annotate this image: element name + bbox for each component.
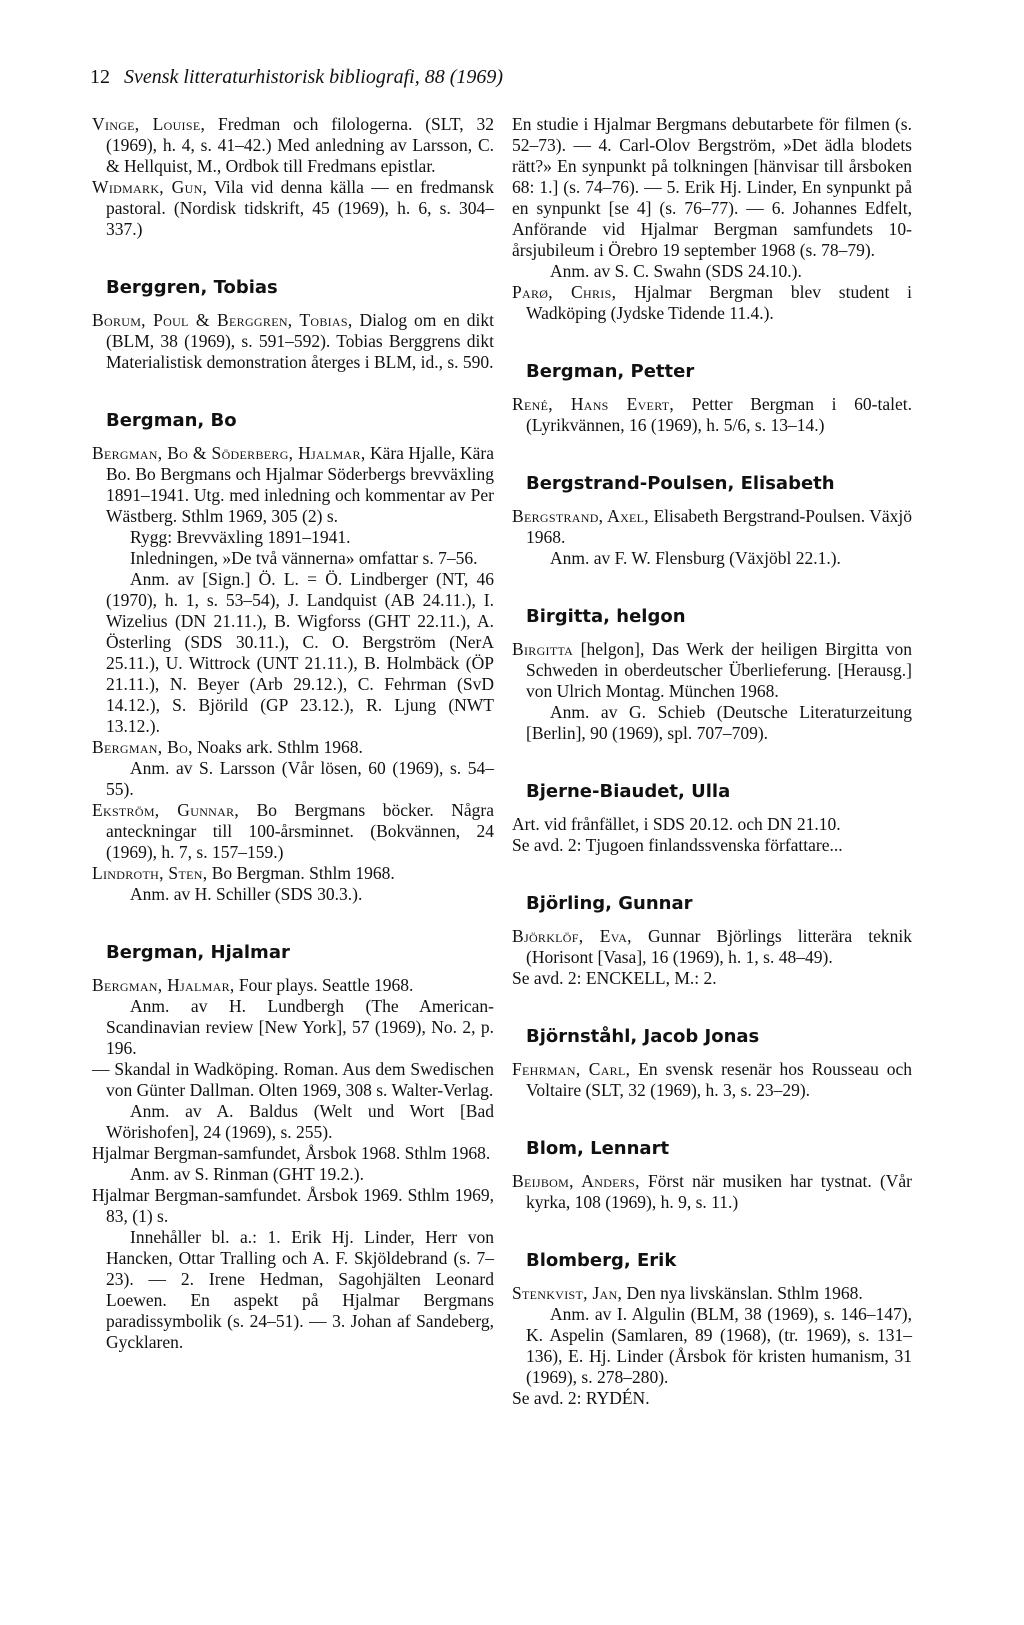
- entry-text: Hjalmar Bergman-samfundet, Årsbok 1968. Sthlm 1968.: [92, 1143, 491, 1163]
- entry-text: [helgon], Das Werk der heiligen Birgitta von Schweden in oberdeutscher Überlieferung. [Herausg.] von Ulrich Montag. München 1968.: [526, 639, 913, 701]
- entry-author: Vinge, Louise,: [92, 114, 206, 134]
- entry-text: Noaks ark. Sthlm 1968.: [197, 737, 363, 757]
- entry-note: [92, 996, 494, 1059]
- entry-text: Elisabeth Bergstrand-Poulsen. Växjö 1968.: [526, 506, 913, 547]
- entry-note: [512, 261, 912, 282]
- entry-text: Four plays. Seattle 1968.: [238, 975, 414, 995]
- entry-text: En svensk resenär hos Rousseau och Voltaire (SLT, 32 (1969), h. 3, s. 23–29).: [526, 1059, 913, 1100]
- entry-text: En studie i Hjalmar Bergmans debutarbete för filmen (s. 52–73). — 4. Carl-Olov Bergström, »Det ädla blodets rätt?» En synpunkt på tolkningen [hänvisar till årsboken 68: 1.] (s. 74–76). — 5. Erik Hj. Linder, En synpunkt på en synpunkt [se 4] (s. 76–77). — 6. Johannes Edfelt, Anförande vid Hjalmar Bergman samfundets 10-årsjubileum i Örebro 19 september 1968 (s. 78–79).: [512, 114, 912, 260]
- entry-text: Se avd. 2: RYDÉN.: [512, 1388, 650, 1408]
- entry-author: Bergman, Bo,: [92, 737, 193, 757]
- entry-text: Först när musiken har tystnat. (Vår kyrka, 108 (1969), h. 9, s. 11.): [526, 1171, 913, 1212]
- bibliography-entry: [92, 800, 494, 863]
- entry-text: Hjalmar Bergman-samfundet. Årsbok 1969. Sthlm 1969, 83, (1) s.: [92, 1185, 494, 1226]
- bibliography-entry: [512, 1171, 912, 1213]
- bibliography-entry: [92, 443, 494, 527]
- entry-text: Petter Bergman i 60-talet. (Lyrikvännen, 16 (1969), h. 5/6, s. 13–14.): [526, 394, 912, 435]
- entry-text: Anm. av I. Algulin (BLM, 38 (1969), s. 146–147), K. Aspelin (Samlaren, 89 (1968), (tr. 1969), s. 131–136), E. Hj. Linder (Årsbok för kristen humanism, 31 (1969), s. 278–280).: [526, 1304, 912, 1387]
- entry-note: [92, 758, 494, 800]
- entry-text: Anm. av S. Rinman (GHT 19.2.).: [130, 1164, 364, 1184]
- entry-note: [512, 702, 912, 744]
- entry-author: Bergman, Bo & Söderberg, Hjalmar,: [92, 443, 366, 463]
- bibliography-entry: [92, 1059, 494, 1101]
- entry-text: Dialog om en dikt (BLM, 38 (1969), s. 591–592). Tobias Berggrens dikt Materialistisk demonstration återges i BLM, id., s. 590.: [106, 310, 495, 372]
- entry-text: Anm. av S. Larsson (Vår lösen, 60 (1969), s. 54–55).: [106, 758, 494, 799]
- entry-author: Ekström, Gunnar,: [92, 800, 240, 820]
- entry-text: Vila vid denna källa — en fredmansk pastoral. (Nordisk tidskrift, 45 (1969), h. 6, s. 304–337.): [106, 177, 494, 239]
- entry-author: Björklöf, Eva,: [512, 926, 632, 946]
- entry-author: Beijbom, Anders,: [512, 1171, 640, 1191]
- entry-text: Anm. av G. Schieb (Deutsche Literaturzeitung [Berlin], 90 (1969), spl. 707–709).: [526, 702, 912, 743]
- entry-text: Anm. av [Sign.] Ö. L. = Ö. Lindberger (NT, 46 (1970), h. 1, s. 53–54), J. Landquist (AB 24.11.), I. Wizelius (DN 21.11.), B. Wigforss (GHT 22.11.), A. Österling (SDS 30.11.), C. O. Bergström (NerA 25.11.), U. Wittrock (UNT 21.11.), B. Holmbäck (ÖP 21.11.), N. Beyer (Arb 29.12.), C. Fehrman (SvD 14.12.), S. Björild (GP 23.12.), R. Ljung (NWT 13.12.).: [106, 569, 494, 736]
- bibliography-entry: [92, 310, 494, 373]
- entry-author: Bergman, Hjalmar,: [92, 975, 235, 995]
- bibliography-entry: [92, 737, 494, 758]
- entry-text: Anm. av F. W. Flensburg (Växjöbl 22.1.).: [550, 548, 841, 568]
- entry-text: Rygg: Brevväxling 1891–1941.: [130, 527, 351, 547]
- bibliography-entry: [92, 1185, 494, 1227]
- entry-text: Anm. av S. C. Swahn (SDS 24.10.).: [550, 261, 802, 281]
- entry-text: Fredman och filologerna. (SLT, 32 (1969), h. 4, s. 41–42.) Med anledning av Larsson, C. & Hellquist, M., Ordbok till Fredmans epistlar.: [106, 114, 494, 176]
- page-number: 12: [90, 66, 110, 88]
- bibliography-entry: [512, 282, 912, 324]
- entry-note: [512, 1304, 912, 1388]
- entry-heading: Blom, Lennart: [526, 1138, 670, 1159]
- entry-heading: Blomberg, Erik: [526, 1250, 677, 1271]
- entry-text: Kära Hjalle, Kära Bo. Bo Bergmans och Hjalmar Söderbergs brevväxling 1891–1941. Utg. med inledning och kommentar av Per Wästberg. Sthlm 1969, 305 (2) s.: [106, 443, 494, 526]
- entry-author: Lindroth, Sten,: [92, 863, 208, 883]
- right-column: [512, 114, 912, 1409]
- entry-note: [512, 548, 912, 569]
- bibliography-entry: [92, 177, 494, 240]
- bibliography-entry: [512, 814, 912, 835]
- entry-text: Anm. av A. Baldus (Welt und Wort [Bad Wörishofen], 24 (1969), s. 255).: [106, 1101, 494, 1142]
- entry-heading: Björnståhl, Jacob Jonas: [526, 1026, 760, 1047]
- left-column: [92, 114, 494, 1353]
- entry-heading: Bergstrand-Poulsen, Elisabeth: [526, 473, 835, 494]
- entry-author: Fehrman, Carl,: [512, 1059, 631, 1079]
- entry-text: Art. vid frånfället, i SDS 20.12. och DN 21.10.: [512, 814, 841, 834]
- page-header: [90, 66, 950, 89]
- bibliography-entry: [512, 1283, 912, 1304]
- entry-text: Anm. av H. Lundbergh (The American-Scandinavian review [New York], 57 (1969), No. 2, p. 196.: [106, 996, 494, 1058]
- bibliography-entry: [92, 114, 494, 177]
- entry-text: Hjalmar Bergman blev student i Wadköping (Jydske Tidende 11.4.).: [526, 282, 913, 323]
- entry-heading: Bjerne-Biaudet, Ulla: [526, 781, 731, 802]
- entry-text: Gunnar Björlings litterära teknik (Horisont [Vasa], 16 (1969), h. 1, s. 48–49).: [526, 926, 913, 967]
- entry-text: Bo Bergman. Sthlm 1968.: [211, 863, 395, 883]
- entry-text: — Skandal in Wadköping. Roman. Aus dem Swedischen von Günter Dallman. Olten 1969, 308 s. Walter-Verlag.: [92, 1059, 494, 1100]
- bibliography-entry: [512, 1388, 912, 1409]
- bibliography-entry: [512, 639, 912, 702]
- entry-heading: Bergman, Hjalmar: [106, 942, 290, 963]
- entry-heading: Berggren, Tobias: [106, 277, 278, 298]
- entry-text: Bo Bergmans böcker. Några anteckningar till 100-årsminnet. (Bokvännen, 24 (1969), h. 7, s. 157–159.): [106, 800, 495, 862]
- bibliography-entry: [92, 1143, 494, 1164]
- entry-author: Bergstrand, Axel,: [512, 506, 649, 526]
- bibliography-entry: [512, 1059, 912, 1101]
- entry-heading: Birgitta, helgon: [526, 606, 686, 627]
- bibliography-entry: [92, 975, 494, 996]
- entry-text: Inledningen, »De två vännerna» omfattar s. 7–56.: [130, 548, 478, 568]
- entry-author: Parø, Chris,: [512, 282, 617, 302]
- entry-author: Birgitta: [512, 639, 574, 659]
- entry-heading: Björling, Gunnar: [526, 893, 693, 914]
- entry-note: [92, 884, 494, 905]
- bibliography-entry: [512, 394, 912, 436]
- entry-note: [92, 1227, 494, 1353]
- entry-author: Stenkvist, Jan,: [512, 1283, 623, 1303]
- bibliography-entry: [512, 968, 912, 989]
- entry-text: Den nya livskänslan. Sthlm 1968.: [626, 1283, 863, 1303]
- entry-heading: Bergman, Bo: [106, 410, 237, 431]
- entry-note: [92, 1101, 494, 1143]
- entry-note: [92, 548, 494, 569]
- bibliography-entry: [512, 926, 912, 968]
- running-title: Svensk litteraturhistorisk bibliografi, 88 (1969): [124, 66, 504, 88]
- entry-text: Se avd. 2: ENCKELL, M.: 2.: [512, 968, 717, 988]
- bibliography-entry: [512, 835, 912, 856]
- entry-text: Se avd. 2: Tjugoen finlandssvenska författare...: [512, 835, 843, 855]
- bibliography-entry: [92, 863, 494, 884]
- entry-heading: Bergman, Petter: [526, 361, 695, 382]
- entry-author: René, Hans Evert,: [512, 394, 675, 414]
- entry-note: [92, 1164, 494, 1185]
- bibliography-entry: [512, 114, 912, 261]
- entry-note: [92, 569, 494, 737]
- entry-author: Widmark, Gun,: [92, 177, 208, 197]
- entry-text: Innehåller bl. a.: 1. Erik Hj. Linder, Herr von Hancken, Ottar Tralling och A. F. Skjöldebrand (s. 7–23). — 2. Irene Hedman, Sagohjälten Leonard Loewen. En aspekt på Hjalmar Bergmans paradissymbolik (s. 24–51). — 3. Johan af Sandeberg, Gycklaren.: [106, 1227, 494, 1352]
- entry-note: [92, 527, 494, 548]
- entry-text: Anm. av H. Schiller (SDS 30.3.).: [130, 884, 363, 904]
- entry-author: Borum, Poul & Berggren, Tobias,: [92, 310, 353, 330]
- bibliography-entry: [512, 506, 912, 548]
